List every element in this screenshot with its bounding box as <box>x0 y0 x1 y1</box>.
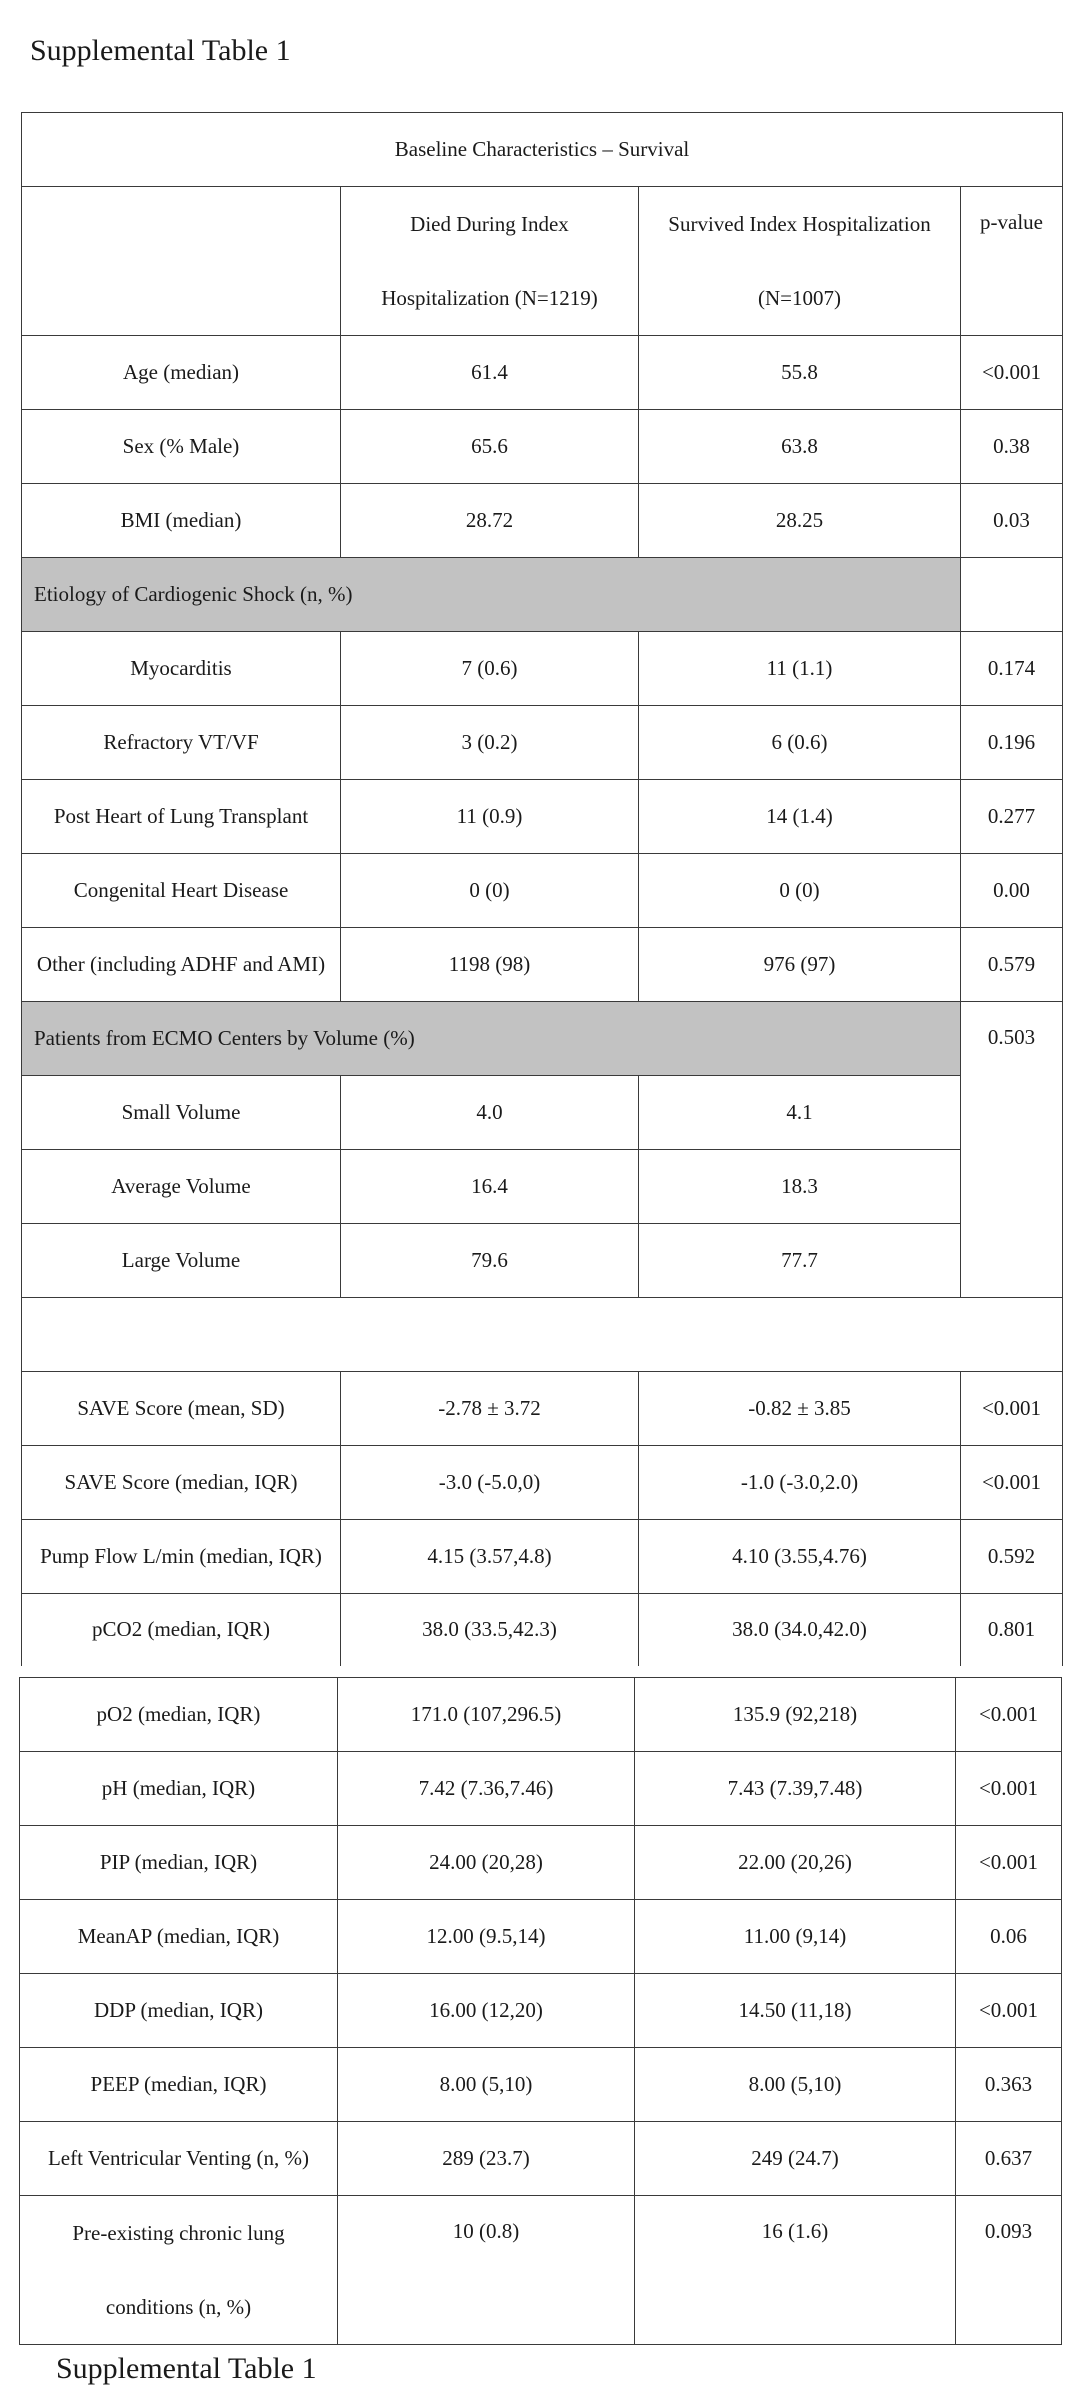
survived-value: 7.43 (7.39,7.48) <box>635 1752 956 1826</box>
row-label: pH (median, IQR) <box>20 1752 338 1826</box>
row-label: pCO2 (median, IQR) <box>22 1594 341 1666</box>
survived-value: 11.00 (9,14) <box>635 1900 956 1974</box>
table-row <box>22 928 1063 1002</box>
p-value: 0.637 <box>956 2122 1062 2196</box>
survived-value: 14.50 (11,18) <box>635 1974 956 2048</box>
died-value: 24.00 (20,28) <box>338 1826 635 1900</box>
survived-value: 22.00 (20,26) <box>635 1826 956 1900</box>
row-label: Pump Flow L/min (median, IQR) <box>22 1520 341 1594</box>
header-died <box>341 187 639 336</box>
blank-spacer-cell <box>22 1298 1063 1372</box>
p-value: 0.06 <box>956 1900 1062 1974</box>
died-value: 4.15 (3.57,4.8) <box>341 1520 639 1594</box>
died-value: 65.6 <box>341 410 639 484</box>
p-value: 0.174 <box>961 632 1063 706</box>
row-label: SAVE Score (mean, SD) <box>22 1372 341 1446</box>
p-value: 0.093 <box>956 2196 1062 2345</box>
table-row <box>22 336 1063 410</box>
p-value: <0.001 <box>961 1446 1063 1520</box>
ecmo-p-value: 0.503 <box>961 1002 1063 1298</box>
p-value: 0.00 <box>961 854 1063 928</box>
died-value: 11 (0.9) <box>341 780 639 854</box>
ecmo-section-label: Patients from ECMO Centers by Volume (%) <box>22 1002 961 1076</box>
table-caption: Baseline Characteristics – Survival <box>22 113 1063 187</box>
header-survived <box>639 187 961 336</box>
row-label: Myocarditis <box>22 632 341 706</box>
p-value: 0.579 <box>961 928 1063 1002</box>
died-value: 38.0 (33.5,42.3) <box>341 1594 639 1666</box>
table-row <box>20 2196 1062 2345</box>
survived-value: 77.7 <box>639 1224 961 1298</box>
p-value: <0.001 <box>956 1678 1062 1752</box>
etiology-section-row <box>22 558 1063 632</box>
p-value: 0.277 <box>961 780 1063 854</box>
table-row <box>20 1752 1062 1826</box>
died-value: 4.0 <box>341 1076 639 1150</box>
table-row <box>20 2122 1062 2196</box>
header-died-line1: Died During Index <box>410 212 569 236</box>
row-label: Congenital Heart Disease <box>22 854 341 928</box>
ecmo-section-row <box>22 1002 1063 1076</box>
died-value: 8.00 (5,10) <box>338 2048 635 2122</box>
etiology-section-label: Etiology of Cardiogenic Shock (n, %) <box>22 558 961 632</box>
table-row <box>22 780 1063 854</box>
died-value: 7 (0.6) <box>341 632 639 706</box>
header-pvalue: p-value <box>961 187 1063 336</box>
p-value: <0.001 <box>956 1826 1062 1900</box>
row-label: Sex (% Male) <box>22 410 341 484</box>
row-label-line1: Pre-existing chronic lung <box>72 2221 285 2245</box>
baseline-table-page-1 <box>21 112 1063 1666</box>
baseline-table-page-2 <box>19 1677 1062 2345</box>
row-label: Refractory VT/VF <box>22 706 341 780</box>
survived-value: 8.00 (5,10) <box>635 2048 956 2122</box>
row-label: PIP (median, IQR) <box>20 1826 338 1900</box>
table-row <box>22 1446 1063 1520</box>
survived-value: 63.8 <box>639 410 961 484</box>
table-row <box>22 1224 1063 1298</box>
survived-value: 976 (97) <box>639 928 961 1002</box>
died-value: 7.42 (7.36,7.46) <box>338 1752 635 1826</box>
row-label: Small Volume <box>22 1076 341 1150</box>
table-row <box>22 854 1063 928</box>
died-value: 0 (0) <box>341 854 639 928</box>
died-value: 79.6 <box>341 1224 639 1298</box>
survived-value: 4.1 <box>639 1076 961 1150</box>
p-value: 0.38 <box>961 410 1063 484</box>
table-row <box>20 1900 1062 1974</box>
p-value: 0.801 <box>961 1594 1063 1666</box>
p-value: 0.03 <box>961 484 1063 558</box>
died-value: -3.0 (-5.0,0) <box>341 1446 639 1520</box>
p-value: 0.592 <box>961 1520 1063 1594</box>
died-value: 10 (0.8) <box>338 2196 635 2345</box>
header-row <box>22 187 1063 336</box>
table-row <box>20 1678 1062 1752</box>
table-row <box>22 484 1063 558</box>
row-label: Other (including ADHF and AMI) <box>22 928 341 1002</box>
row-label: Large Volume <box>22 1224 341 1298</box>
survived-value: 38.0 (34.0,42.0) <box>639 1594 961 1666</box>
p-value: <0.001 <box>956 1752 1062 1826</box>
died-value: 171.0 (107,296.5) <box>338 1678 635 1752</box>
died-value: 1198 (98) <box>341 928 639 1002</box>
p-value: <0.001 <box>961 1372 1063 1446</box>
row-label: Age (median) <box>22 336 341 410</box>
row-label: Post Heart of Lung Transplant <box>22 780 341 854</box>
table-row <box>22 1520 1063 1594</box>
header-survived-line2: (N=1007) <box>758 286 841 310</box>
header-empty <box>22 187 341 336</box>
row-label: BMI (median) <box>22 484 341 558</box>
p-value: 0.363 <box>956 2048 1062 2122</box>
header-died-line2: Hospitalization (N=1219) <box>381 286 598 310</box>
survived-value: 14 (1.4) <box>639 780 961 854</box>
survived-value: 11 (1.1) <box>639 632 961 706</box>
died-value: 3 (0.2) <box>341 706 639 780</box>
row-label <box>20 2196 338 2345</box>
row-label: DDP (median, IQR) <box>20 1974 338 2048</box>
p-value: <0.001 <box>961 336 1063 410</box>
survived-value: 135.9 (92,218) <box>635 1678 956 1752</box>
survived-value: 55.8 <box>639 336 961 410</box>
table-row <box>22 1076 1063 1150</box>
document-title: Supplemental Table 1 <box>30 34 291 67</box>
row-label: SAVE Score (median, IQR) <box>22 1446 341 1520</box>
table-caption-row <box>22 113 1063 187</box>
table-row <box>22 706 1063 780</box>
p-value: 0.196 <box>961 706 1063 780</box>
survived-value: -0.82 ± 3.85 <box>639 1372 961 1446</box>
died-value: 61.4 <box>341 336 639 410</box>
died-value: 28.72 <box>341 484 639 558</box>
header-survived-line1: Survived Index Hospitalization <box>668 212 931 236</box>
row-label: PEEP (median, IQR) <box>20 2048 338 2122</box>
died-value: 16.00 (12,20) <box>338 1974 635 2048</box>
table-row <box>22 1150 1063 1224</box>
table-row <box>20 1974 1062 2048</box>
table-row <box>22 1372 1063 1446</box>
table-row <box>22 1594 1063 1666</box>
survived-value: 6 (0.6) <box>639 706 961 780</box>
row-label: pO2 (median, IQR) <box>20 1678 338 1752</box>
died-value: 289 (23.7) <box>338 2122 635 2196</box>
survived-value: 0 (0) <box>639 854 961 928</box>
row-label: Left Ventricular Venting (n, %) <box>20 2122 338 2196</box>
died-value: -2.78 ± 3.72 <box>341 1372 639 1446</box>
blank-spacer-row <box>22 1298 1063 1372</box>
survived-value: 4.10 (3.55,4.76) <box>639 1520 961 1594</box>
row-label: MeanAP (median, IQR) <box>20 1900 338 1974</box>
died-value: 12.00 (9.5,14) <box>338 1900 635 1974</box>
survived-value: -1.0 (-3.0,2.0) <box>639 1446 961 1520</box>
survived-value: 18.3 <box>639 1150 961 1224</box>
footer-caption: Supplemental Table 1 <box>56 2352 317 2385</box>
row-label-line2: conditions (n, %) <box>105 2295 252 2319</box>
etiology-section-p-empty <box>961 558 1063 632</box>
table-row <box>22 410 1063 484</box>
survived-value: 249 (24.7) <box>635 2122 956 2196</box>
table-row <box>22 632 1063 706</box>
survived-value: 16 (1.6) <box>635 2196 956 2345</box>
p-value: <0.001 <box>956 1974 1062 2048</box>
table-row <box>20 1826 1062 1900</box>
table-row <box>20 2048 1062 2122</box>
died-value: 16.4 <box>341 1150 639 1224</box>
row-label: Average Volume <box>22 1150 341 1224</box>
survived-value: 28.25 <box>639 484 961 558</box>
